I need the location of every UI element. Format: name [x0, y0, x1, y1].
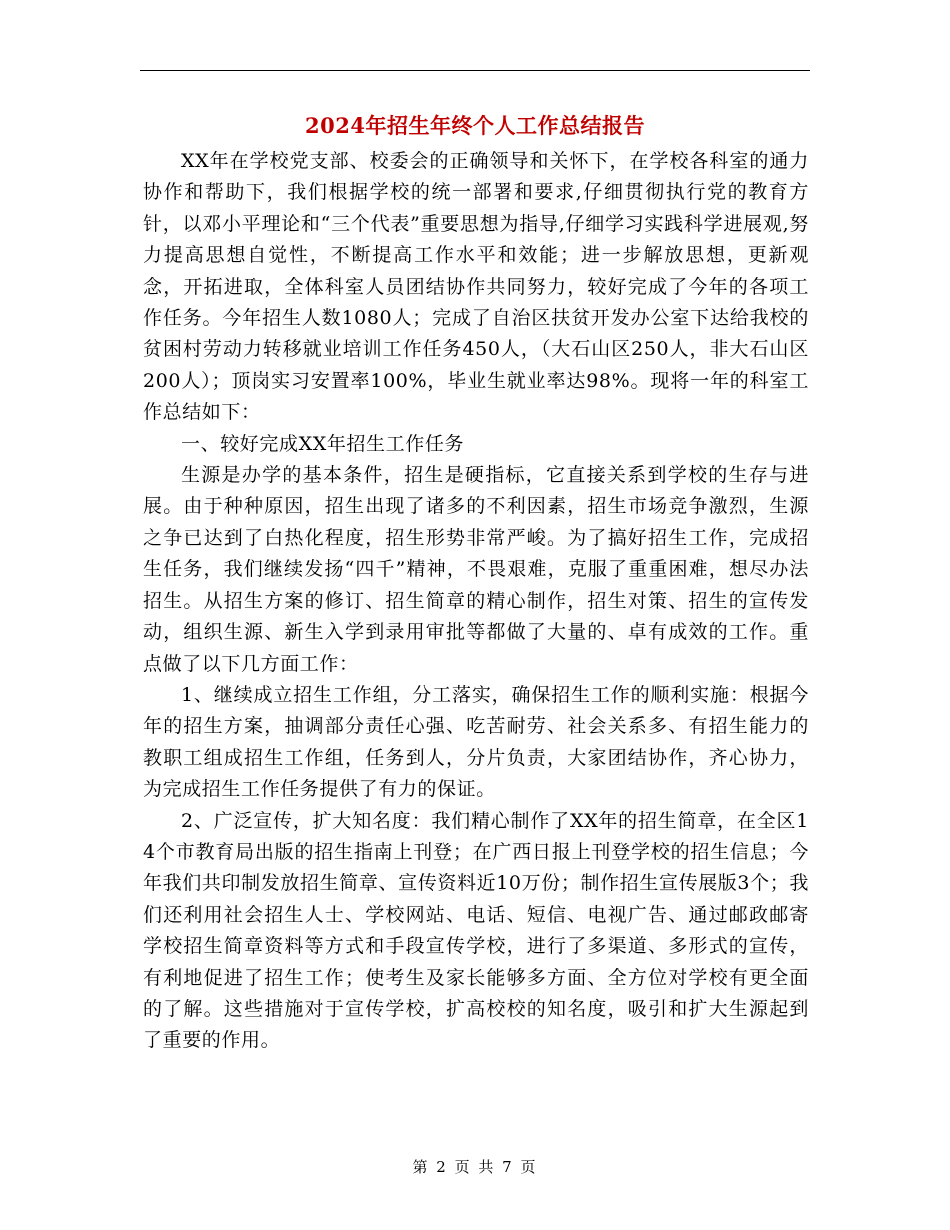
page-number-footer: 第 2 页 共 7 页	[412, 1158, 538, 1176]
intro-paragraph: XX年在学校党支部、校委会的正确领导和关怀下，在学校各科室的通力协作和帮助下，我们根据学校的统一部署和要求,仔细贯彻执行党的教育方针，以邓小平理论和“三个代表”重要思想为指导,仔细学习实践科学进展观,努力提高思想自觉性，不断提高工作水平和效能；进一步解放思想，更新观念，开拓进取，全体科室人员团结协作共同努力，较好完成了今年的各项工作任务。今年招生人数1080人；完成了自治区扶贫开发办公室下达给我校的贫困村劳动力转移就业培训工作任务450人，（大石山区250人，非大石山区200人）；顶岗实习安置率100%，毕业生就业率达98%。现将一年的科室工作总结如下：	[143, 150, 809, 424]
document-title: 2024年招生年终个人工作总结报告	[305, 113, 645, 138]
header-rule	[140, 70, 810, 71]
document-body	[143, 146, 809, 1057]
body-paragraph: 生源是办学的基本条件，招生是硬指标，它直接关系到学校的生存与进展。由于种种原因，招生出现了诸多的不利因素，招生市场竞争激烈，生源之争已达到了白热化程度，招生形势非常严峻。为了搞好招生工作，完成招生任务，我们继续发扬“四千”精神，不畏艰难，克服了重重困难，想尽办法招生。从招生方案的修订、招生简章的精心制作，招生对策、招生的宣传发动，组织生源、新生入学到录用审批等都做了大量的、卓有成效的工作。重点做了以下几方面工作：	[143, 464, 809, 675]
section-heading: 一、较好完成XX年招生工作任务	[181, 432, 465, 455]
list-item-paragraph: 2、广泛宣传，扩大知名度：我们精心制作了XX年的招生简章，在全区14个市教育局出版的招生指南上刊登；在广西日报上刊登学校的招生信息；今年我们共印制发放招生简章、宣传资料近10万份；制作招生宣传展版3个；我们还利用社会招生人士、学校网站、电话、短信、电视广告、通过邮政邮寄学校招生简章资料等方式和手段宣传学校，进行了多渠道、多形式的宣传，有利地促进了招生工作；使考生及家长能够多方面、全方位对学校有更全面的了解。这些措施对于宣传学校，扩高校校的知名度，吸引和扩大生源起到了重要的作用。	[143, 809, 809, 1052]
list-item-paragraph: 1、继续成立招生工作组，分工落实，确保招生工作的顺利实施：根据今年的招生方案，抽调部分责任心强、吃苦耐劳、社会关系多、有招生能力的教职工组成招生工作组，任务到人，分片负责，大家团结协作，齐心协力，为完成招生工作任务提供了有力的保证。	[143, 683, 809, 801]
